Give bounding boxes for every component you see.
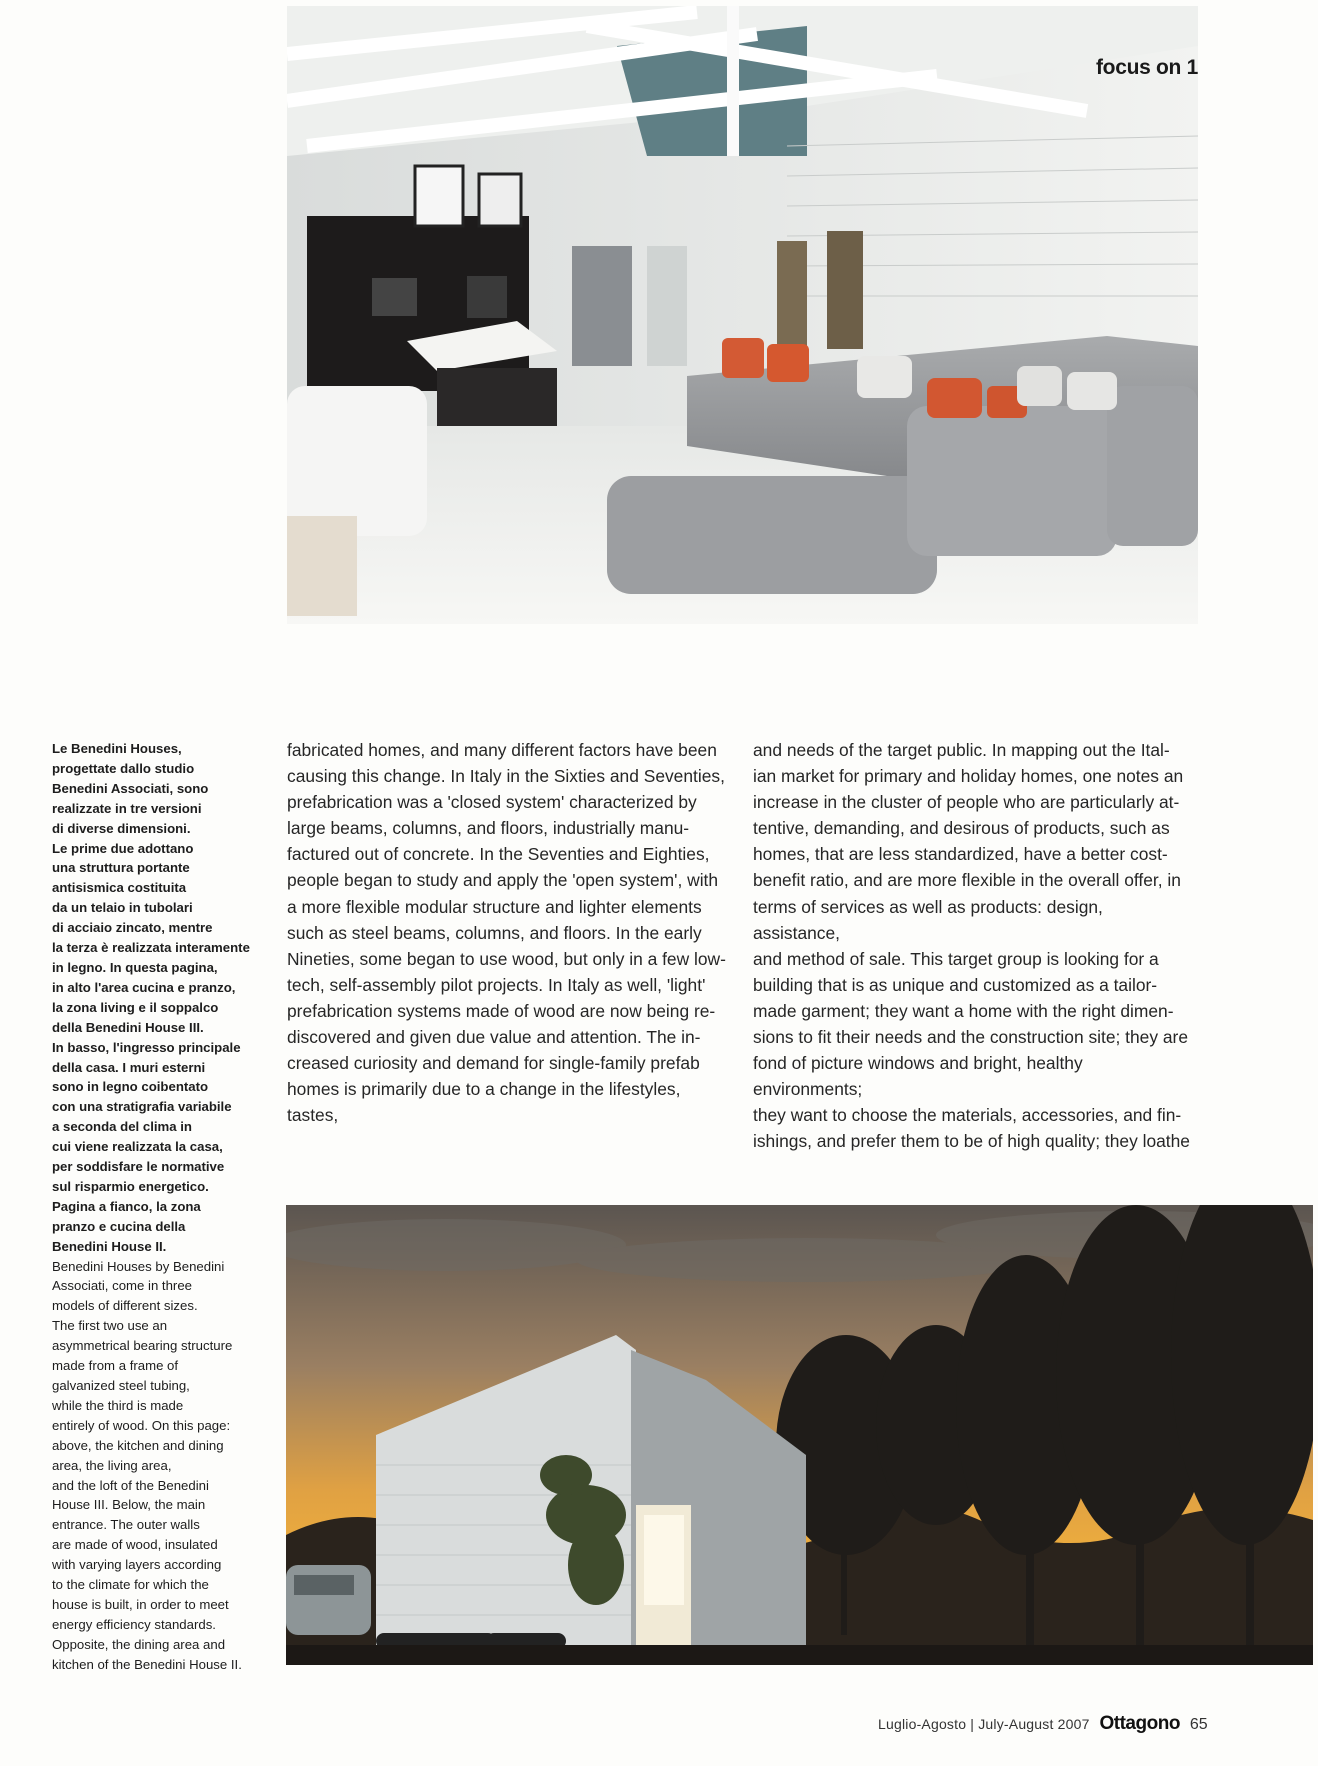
living-room-photo [287,6,1198,624]
body-text-column-2: and needs of the target public. In mapping out the Ital- ian market for primary and holiday homes, one notes an increase in the cluster of people who are particularly at- tentive, demanding, and desirous of products, such as homes, that are less standardized, have a better cost- benefit ratio, and are more flexible in the overall offer, in terms of services as well as products: design, assistance, and method of sale. This target group is looking for a building that is as unique and customized as a tailor- made garment; they want a home with the right dimen- sions to fit their needs and the construction site; they are fond of picture windows and bright, healthy environments; they want to choose the materials, accessories, and fin- ishings, and prefer them to be of high quality; they loathe [753,740,1190,1152]
page-footer [878,1713,1208,1739]
house-exterior-sunset-photo [286,1205,1313,1665]
photo-caption [52,739,267,1675]
caption-italian: Le Benedini Houses, progettate dallo studio Benedini Associati, sono realizzate in tre versioni di diverse dimensioni. Le prime due adottano una struttura portante antisismica costituita da un telaio in tubolari di acciaio zincato, mentre la terza è realizzata interamente in legno. In questa pagina, in alto l'area cucina e pranzo, la zona living e il soppalco della Benedini House III. In basso, l'ingresso principale della casa. I muri esterni sono in legno coibentato con una stratigrafia variabile a seconda del clima in cui viene realizzata la casa, per soddisfare le normative sul risparmio energetico. Pagina a fianco, la zona pranzo e cucina della Benedini House II. [52,741,250,1254]
section-label: focus on 1 [1095,56,1198,79]
magazine-name: Ottagono [1099,1713,1180,1734]
body-column-1 [287,737,728,1128]
house-exterior-illustration [286,1205,1313,1665]
body-text-column-1: fabricated homes, and many different factors have been causing this change. In Italy in the Sixties and Seventies, prefabrication was a 'closed system' characterized by large beams, columns, and floors, industrially manu- factured out of concrete. In the Seventies and Eighties, people began to study and apply the 'open system', with a more flexible modular structure and lighter elements such as steel beams, columns, and floors. In the early Nineties, some began to use wood, but only in a few low- tech, self-assembly pilot projects. In Italy as well, 'light' prefabrication systems made of wood are now being re- discovered and given due value and attention. The in- creased curiosity and demand for single-family prefab homes is primarily due to a change in the lifestyles, tastes, [287,740,726,1126]
living-room-illustration [287,6,1198,624]
page-number: 65 [1189,1716,1208,1733]
caption-english: Benedini Houses by Benedini Associati, come in three models of different sizes. The first two use an asymmetrical bearing structure made from a frame of galvanized steel tubing, while the third is made entirely of wood. On this page: above, the kitchen and dining area, the living area, and the loft of the Benedini House III. Below, the main entrance. The outer walls are made of wood, insulated with varying layers according to the climate for which the house is built, in order to meet energy efficiency standards. Opposite, the dining area and kitchen of the Benedini House II. [52,1258,242,1672]
body-column-2 [753,737,1194,1155]
issue-date: Luglio-Agosto | July-August 2007 [878,1716,1090,1732]
